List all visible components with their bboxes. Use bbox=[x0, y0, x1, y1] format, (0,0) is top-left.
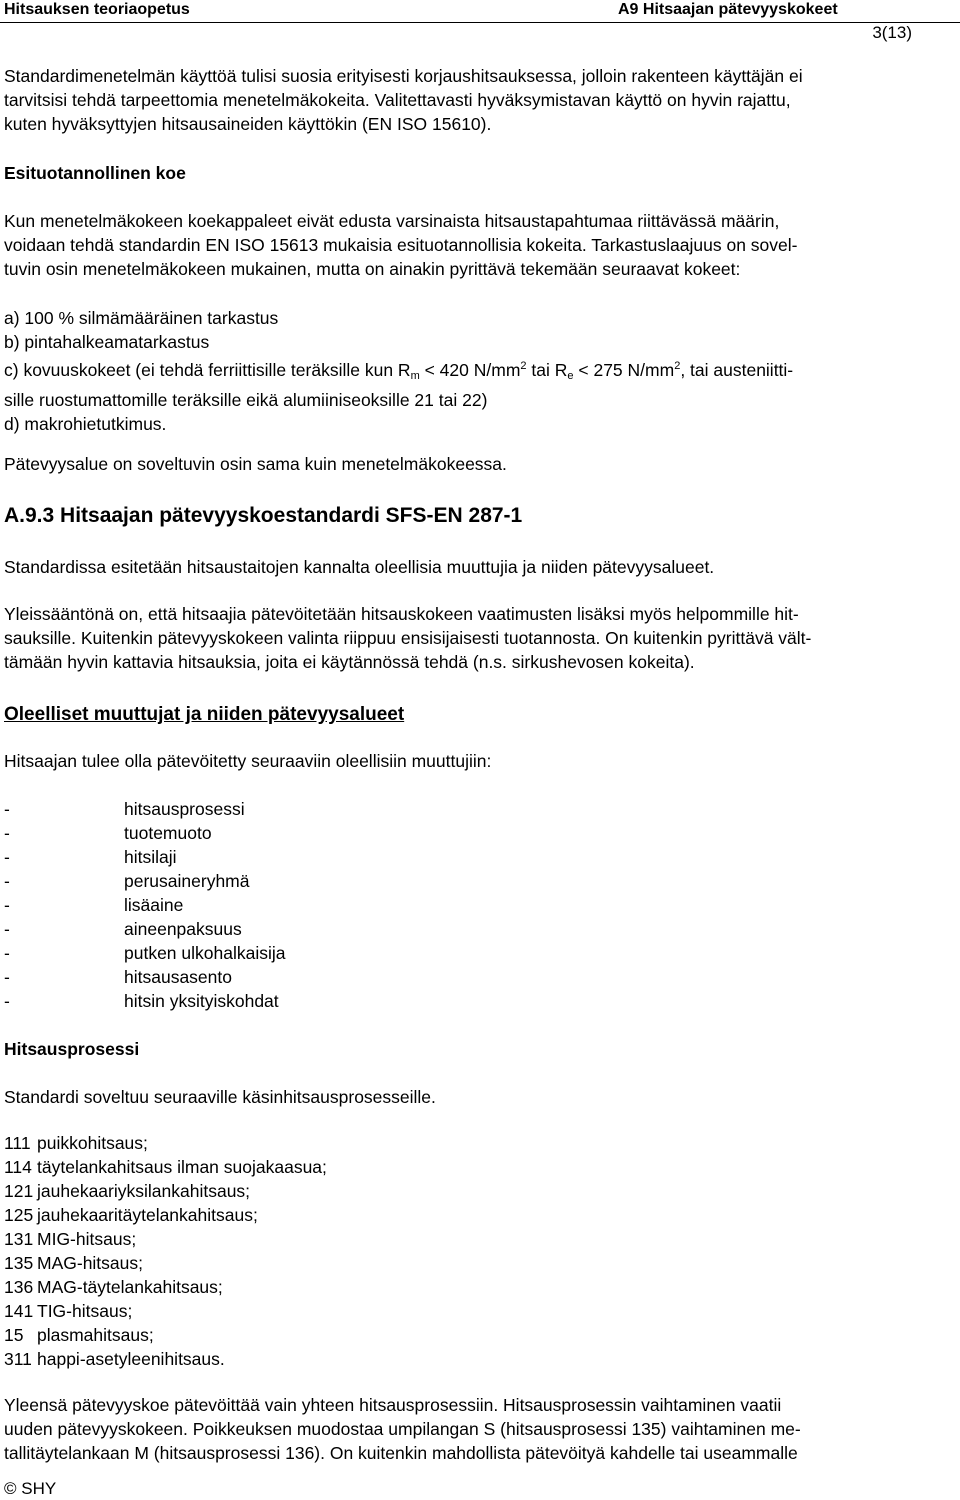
text-line: kuten hyväksyttyjen hitsausaineiden käyttökin (EN ISO 15610). bbox=[4, 114, 492, 134]
test-item-d: d) makrohietutkimus. bbox=[4, 414, 167, 434]
test-item-b: b) pintahalkeamatarkastus bbox=[4, 332, 210, 352]
test-item-c-cont: sille ruostumattomille teräksille eikä alumiiniseoksille 21 tai 22) bbox=[4, 390, 488, 410]
variables-intro: Hitsaajan tulee olla pätevöitetty seuraaviin oleellisiin muuttujiin: bbox=[4, 751, 492, 771]
section-heading: A.9.3 Hitsaajan pätevyyskoestandardi SFS-EN 287-1 bbox=[4, 504, 523, 527]
preproduction-paragraph bbox=[4, 209, 956, 281]
process-item: 125 jauhekaaritäytelankahitsaus; bbox=[4, 1205, 258, 1225]
scope-paragraph: Pätevyysalue on soveltuvin osin sama kuin menetelmäkokeessa. bbox=[4, 454, 507, 474]
test-item-c: c) kovuuskokeet (ei tehdä ferriittisille teräksille kun $R_m < 420$ $N/mm^2$ tai $R_e < 275$ $N/mm^2$, tai austeniitti- bbox=[4, 360, 794, 382]
text-line: tarvitsisi tehdä tarpeettomia menetelmäkokeita. Valitettavasti hyväksymistavan käyttö on hyvin rajattu, bbox=[4, 90, 791, 110]
text-line: tämään hyvin kattavia hitsauksia, joita ei käytännössä tehdä (n.s. sirkushevosen kokeita). bbox=[4, 652, 695, 672]
subheading-preproduction: Esituotannollinen koe bbox=[4, 163, 186, 183]
page-header bbox=[0, 0, 960, 23]
process-item: 114 täytelankahitsaus ilman suojakaasua; bbox=[4, 1157, 327, 1177]
text-line: Kun menetelmäkokeen koekappaleet eivät edusta varsinaista hitsaustapahtumaa riittävässä määrin, bbox=[4, 211, 780, 231]
test-list bbox=[4, 306, 956, 436]
process-item: 131 MIG-hitsaus; bbox=[4, 1229, 137, 1249]
process-item: 141 TIG-hitsaus; bbox=[4, 1301, 133, 1321]
process-item: 135 MAG-hitsaus; bbox=[4, 1253, 143, 1273]
header-chapter-title: A9 Hitsaajan pätevyyskokeet bbox=[618, 1, 838, 18]
process-item: 111 puikkohitsaus; bbox=[4, 1133, 148, 1153]
text-line: uuden pätevyyskokeen. Poikkeuksen muodostaa umpilangan S (hitsausprosessi 135) vaihtaminen me- bbox=[4, 1419, 801, 1439]
section-paragraph-1: Standardissa esitetään hitsaustaitojen kannalta oleellisia muuttujia ja niiden pätevyysalueet. bbox=[4, 557, 715, 577]
process-item: 136 MAG-täytelankahitsaus; bbox=[4, 1277, 223, 1297]
process-final-paragraph bbox=[4, 1393, 956, 1465]
process-item: 121 jauhekaariyksilankahitsaus; bbox=[4, 1181, 251, 1201]
text-line: voidaan tehdä standardin EN ISO 15613 mukaisia esituotannollisia kokeita. Tarkastuslaajuus on sovel- bbox=[4, 235, 798, 255]
variables-heading: Oleelliset muuttujat ja niiden pätevyysalueet bbox=[4, 704, 405, 725]
test-item-a: a) 100 % silmämääräinen tarkastus bbox=[4, 308, 279, 328]
process-intro: Standardi soveltuu seuraaville käsinhitsausprosesseille. bbox=[4, 1087, 436, 1107]
process-item: 311 happi-asetyleenihitsaus. bbox=[4, 1349, 225, 1369]
text-line: tallitäytelankaan M (hitsausprosessi 136). On kuitenkin mahdollista pätevöityä kahdelle tai useammalle bbox=[4, 1443, 798, 1463]
process-item: 15 plasmahitsaus; bbox=[4, 1325, 154, 1345]
header-course-title: Hitsauksen teoriaopetus bbox=[4, 1, 190, 18]
process-heading: Hitsausprosessi bbox=[4, 1039, 140, 1059]
text-line: tuvin osin menetelmäkokeen mukainen, mutta on ainakin pyrittävä tekemään seuraavat kokeet: bbox=[4, 259, 741, 279]
text-line: Standardimenetelmän käyttöä tulisi suosia erityisesti korjaushitsauksessa, jolloin rakenteen käyttäjän ei bbox=[4, 66, 803, 86]
text-line: Yleensä pätevyyskoe pätevöittää vain yhteen hitsausprosessiin. Hitsausprosessin vaihtaminen vaatii bbox=[4, 1395, 782, 1415]
text-line: Yleissääntönä on, että hitsaajia pätevöitetään hitsauskokeen vaatimusten lisäksi myös helpommille hit- bbox=[4, 604, 799, 624]
section-paragraph-2 bbox=[4, 602, 956, 674]
copyright-footer: © SHY bbox=[4, 1479, 57, 1498]
page-number: 3(13) bbox=[872, 23, 912, 42]
text-line: sauksille. Kuitenkin pätevyyskokeen valinta riippuu ensisijaisesti tuotannosta. On kuitenkin pyrittävä vält- bbox=[4, 628, 812, 648]
intro-paragraph bbox=[4, 64, 956, 136]
